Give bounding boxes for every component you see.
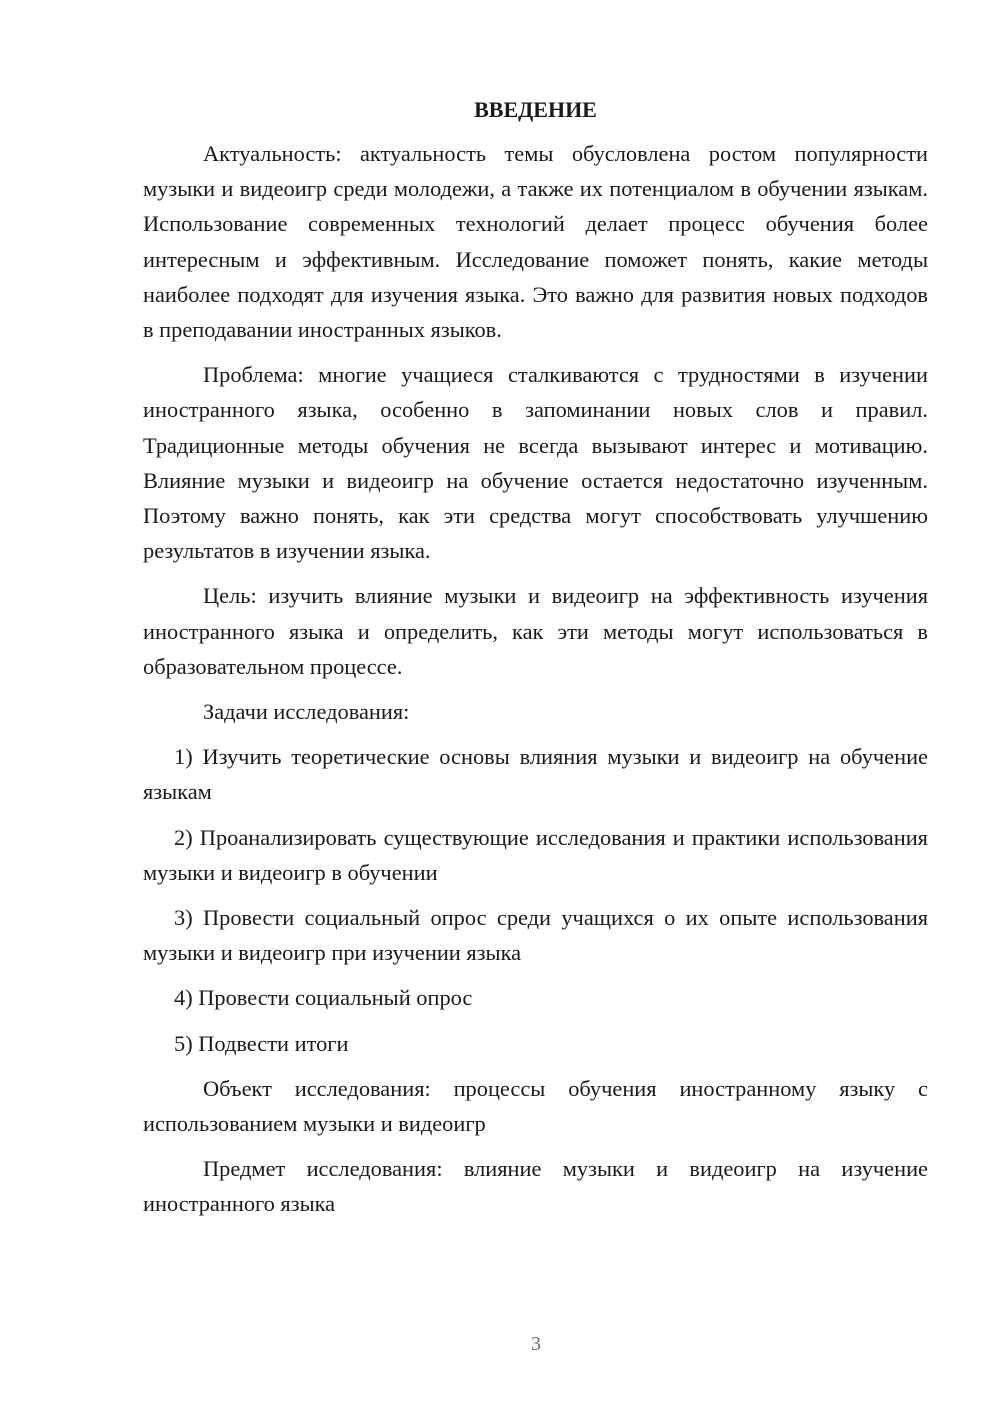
object-paragraph: Объект исследования: процессы обучения иностранному языку с использованием музыки и видеоигр <box>143 1075 928 1137</box>
task-item: 1) Изучить теоретические основы влияния музыки и видеоигр на обучение языкам <box>143 744 928 805</box>
tasks-list <box>143 739 928 1061</box>
task-item: 2) Проанализировать существующие исследования и практики использования музыки и видеоигр в обучении <box>143 824 928 885</box>
page-number: 3 <box>531 1333 541 1355</box>
section-heading: ВВЕДЕНИЕ <box>474 97 597 122</box>
task-item: 3) Провести социальный опрос среди учащихся о их опыте использования музыки и видеоигр при изучении языка <box>143 905 928 966</box>
goal-paragraph: Цель: изучить влияние музыки и видеоигр на эффективность изучения иностранного языка и определить, как эти методы могут использоваться в образовательном процессе. <box>143 583 928 679</box>
task-item: 4) Провести социальный опрос <box>174 985 473 1011</box>
document-body <box>143 95 928 1232</box>
subject-paragraph: Предмет исследования: влияние музыки и видеоигр на изучение иностранного языка <box>143 1156 928 1217</box>
problem-paragraph: Проблема: многие учащиеся сталкиваются с трудностями в изучении иностранного языка, особенно в запоминании новых слов и правил. Традиционные методы обучения не всегда вызывают интерес и мотивацию. Влияние музыки и видеоигр на обучение остается недостаточно изученным. Поэтому важно понять, как эти средства могут способствовать улучшению результатов в изучении языка. <box>143 362 928 564</box>
tasks-label: Задачи исследования: <box>203 699 410 725</box>
task-item: 5) Подвести итоги <box>174 1030 349 1056</box>
relevance-paragraph: Актуальность: актуальность темы обусловлена ростом популярности музыки и видеоигр среди молодежи, а также их потенциалом в обучении языкам. Использование современных технологий делает процесс обучения более интересным и эффективным. Исследование поможет понять, какие методы наиболее подходят для изучения языка. Это важно для развития новых подходов в преподавании иностранных языков. <box>143 141 928 343</box>
